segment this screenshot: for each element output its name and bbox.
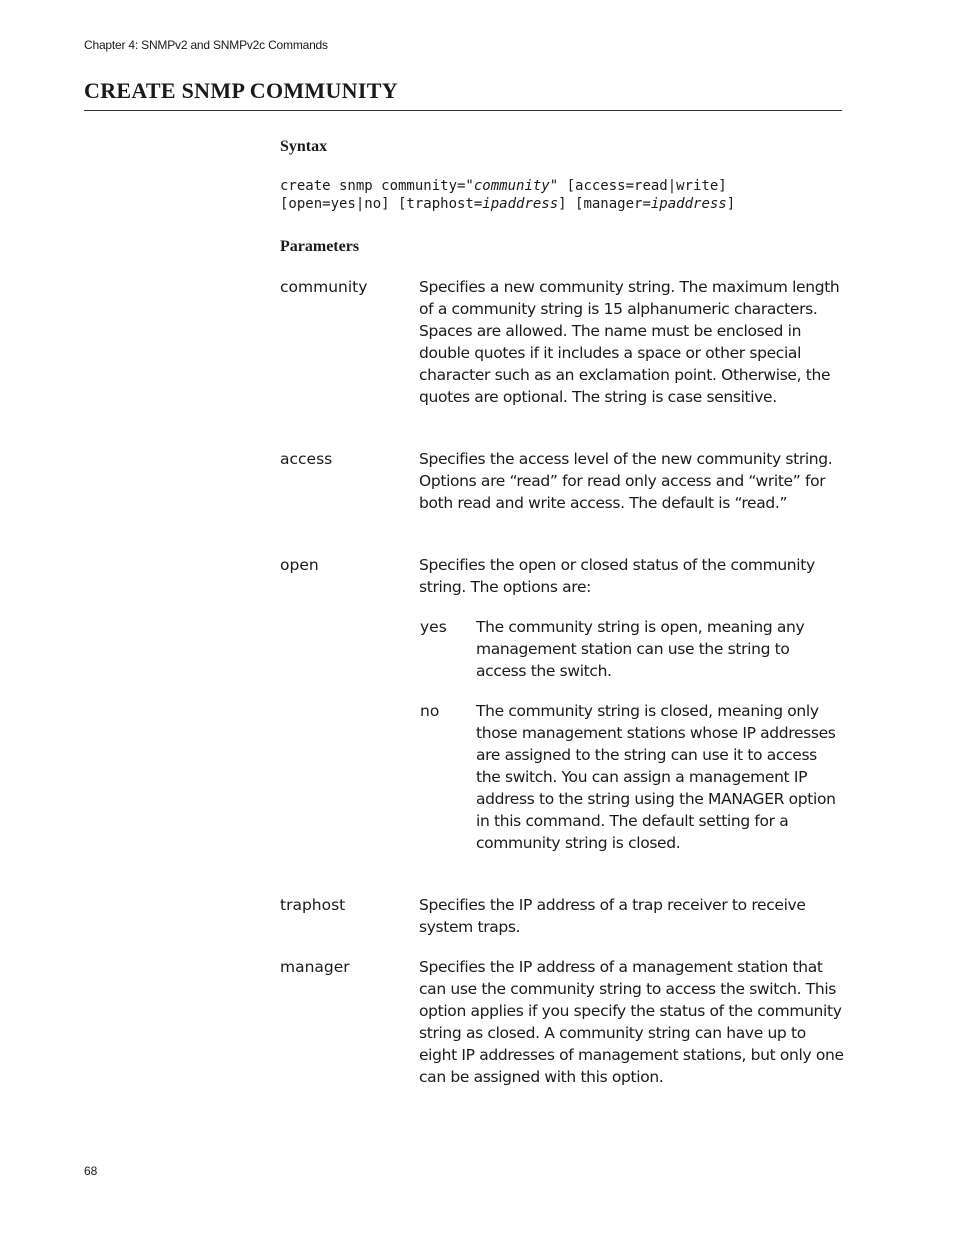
param-desc-access: Specifies the access level of the new community string. Options are “read” for read only access and “write” for both read and write access. The default is “read.” [419, 450, 833, 512]
chapter-header: Chapter 4: SNMPv2 and SNMPv2c Commands [84, 38, 328, 52]
syntax-text: create snmp community=" [280, 178, 474, 194]
syntax-text: " [access=read|write] [549, 178, 727, 194]
page-title: CREATE SNMP COMMUNITY [84, 78, 398, 103]
param-desc-manager: Specifies the IP address of a management station that can use the community string to access the switch. This option applies if you specify the status of the community string as closed. A community string can have up to eight IP addresses of management stations, but only one can be assigned with this option. [419, 958, 844, 1086]
syntax-placeholder-community: community [473, 178, 550, 194]
syntax-text: ] [manager= [558, 196, 651, 212]
param-name-access: access [280, 450, 333, 468]
syntax-block [280, 177, 735, 213]
syntax-text: ] [726, 196, 736, 212]
param-desc-traphost: Specifies the IP address of a trap receiver to receive system traps. [419, 896, 806, 936]
syntax-placeholder-ipaddress: ipaddress [650, 196, 727, 212]
syntax-placeholder-ipaddress: ipaddress [482, 196, 559, 212]
option-desc-no: The community string is closed, meaning only those management stations whose IP addresses are assigned to the string can use it to access the switch. You can assign a management IP address to the string using the MANAGER option in this command. The default setting for a community string is closed. [476, 702, 836, 852]
option-desc-yes: The community string is open, meaning any management station can use the string to access the switch. [476, 618, 805, 680]
title-divider [84, 110, 842, 111]
param-name-open: open [280, 556, 319, 574]
syntax-text: [open=yes|no] [traphost= [280, 196, 483, 212]
param-desc-community: Specifies a new community string. The maximum length of a community string is 15 alphanumeric characters. Spaces are allowed. The name must be enclosed in double quotes if it includes a space or other special character such as an exclamation point. Otherwise, the quotes are optional. The string is case sensitive. [419, 278, 840, 406]
option-name-yes: yes [420, 618, 447, 636]
page-number: 68 [84, 1164, 98, 1178]
param-name-traphost: traphost [280, 896, 346, 914]
param-name-community: community [280, 278, 368, 296]
param-name-manager: manager [280, 958, 350, 976]
syntax-heading: Syntax [280, 138, 328, 155]
param-desc-open: Specifies the open or closed status of the community string. The options are: [419, 556, 815, 596]
option-name-no: no [420, 702, 440, 720]
parameters-heading: Parameters [280, 238, 360, 255]
